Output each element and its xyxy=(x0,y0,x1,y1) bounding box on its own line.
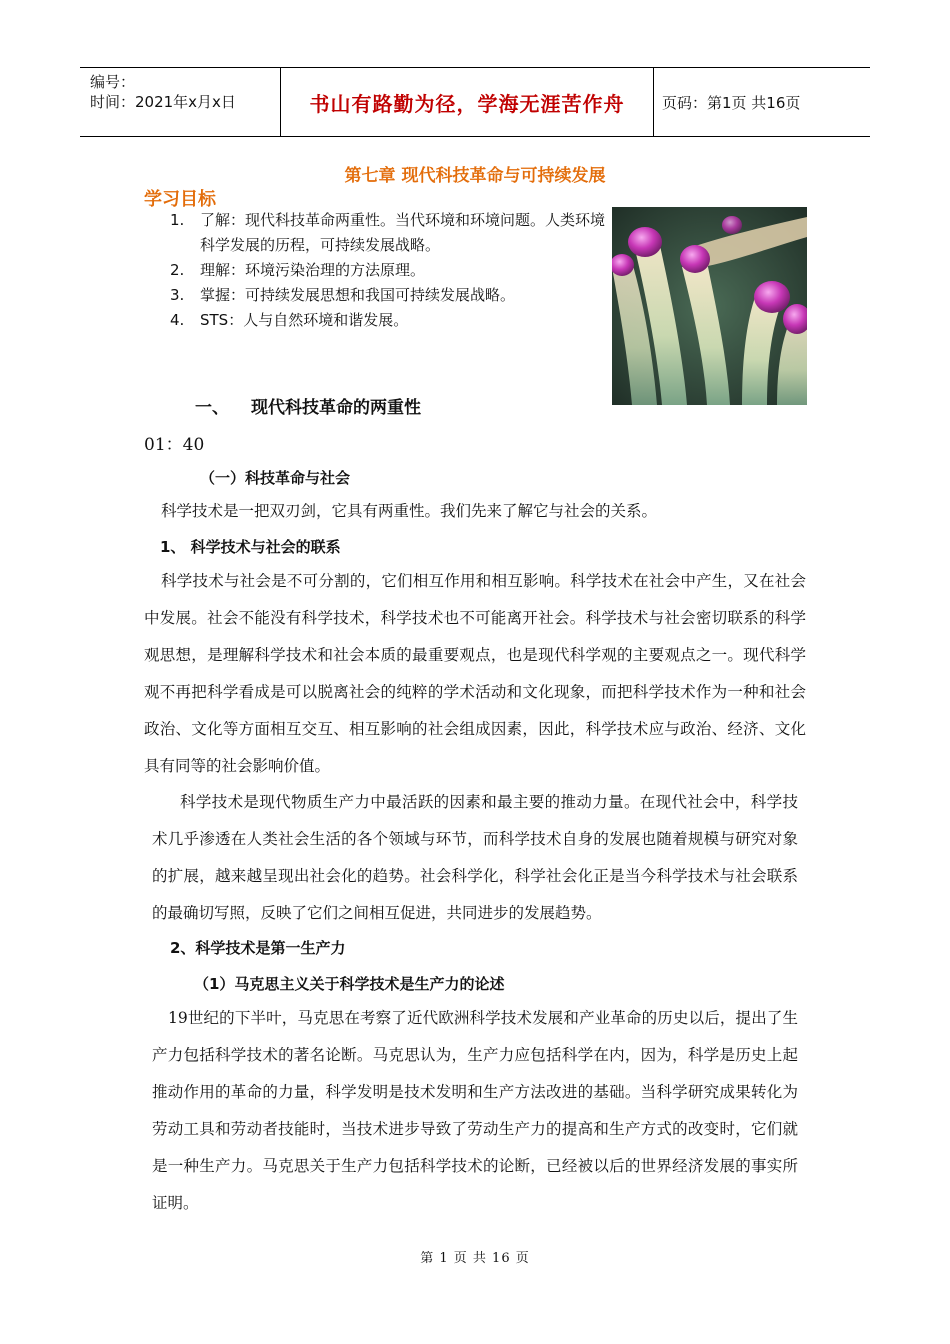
goal-item: 3. 掌握：可持续发展思想和我国可持续发展战略。 xyxy=(170,286,516,304)
sea-anemone-photo xyxy=(612,207,807,405)
goal-item: 4. STS：人与自然环境和谐发展。 xyxy=(170,311,409,329)
subsection-heading: （一）科技革命与社会 xyxy=(200,469,351,487)
time-label: 时间：2021年x月x日 xyxy=(90,93,236,111)
heading-science-society: 1、 科学技术与社会的联系 xyxy=(160,538,341,556)
header-table xyxy=(80,67,870,137)
section-title: 现代科技革命的两重性 xyxy=(251,398,421,418)
number-label: 编号： xyxy=(90,73,136,91)
goals-heading: 学习目标 xyxy=(144,189,216,210)
timestamp: 01：40 xyxy=(144,435,205,455)
page-footer: 第 1 页 共 16 页 xyxy=(420,1251,530,1266)
section-heading xyxy=(195,393,421,418)
motto-text: 书山有路勤为径，学海无涯苦作舟 xyxy=(309,91,625,116)
paragraph-science-society: 科学技术与社会是不可分割的，它们相互作用和相互影响。科学技术在社会中产生，又在社会中发展。社会不能没有科学技术，科学技术也不可能离开社会。科学技术与社会密切联系的科学观思想，是理解科学技术和社会本质的最重要观点，也是现代科学观的主要观点之一。现代科学观不再把科学看成是可以脱离社会的纯粹的学术活动和文化现象，而把科学技术作为一种和社会政治、文化等方面相互交互、相互影响的社会组成因素，因此，科学技术应与政治、经济、文化具有同等的社会影响价值。 xyxy=(144,572,806,775)
intro-paragraph: 科学技术是一把双刃剑，它具有两重性。我们先来了解它与社会的关系。 xyxy=(161,502,658,520)
header-meta-cell xyxy=(80,68,280,136)
page-info: 页码：第1页 共16页 xyxy=(662,93,801,112)
goal-item: 2. 理解：环境污染治理的方法原理。 xyxy=(170,261,426,279)
heading-first-productivity: 2、科学技术是第一生产力 xyxy=(170,939,346,957)
paragraph-marx: 19世纪的下半叶，马克思在考察了近代欧洲科学技术发展和产业革命的历史以后，提出了生产力包括科学技术的著名论断。马克思认为，生产力应包括科学在内，因为，科学是历史上起推动作用的革命的力量，科学发明是技术发明和生产方法改进的基础。当科学研究成果转化为劳动工具和劳动者技能时，当技术进步导致了劳动生产力的提高和生产方式的改变时，它们就是一种生产力。马克思关于生产力包括科学技术的论断，已经被以后的世界经济发展的事实所证明。 xyxy=(152,1009,798,1212)
goals-list xyxy=(170,208,610,333)
chapter-title: 第七章 现代科技革命与可持续发展 xyxy=(344,166,606,186)
section-number: 一、 xyxy=(195,398,229,418)
header-page-cell xyxy=(652,68,870,136)
photo-illustration xyxy=(612,207,807,405)
header-motto-cell xyxy=(280,68,654,136)
paragraph-productivity: 科学技术是现代物质生产力中最活跃的因素和最主要的推动力量。在现代社会中，科学技术几乎渗透在人类社会生活的各个领域与环节，而科学技术自身的发展也随着规模与研究对象的扩展，越来越呈现出社会化的趋势。社会科学化，科学社会化正是当今科学技术与社会联系的最确切写照，反映了它们之间相互促进，共同进步的发展趋势。 xyxy=(152,793,798,922)
heading-marx-theory: （1）马克思主义关于科学技术是生产力的论述 xyxy=(194,975,505,993)
goal-item: 1. 了解：现代科技革命两重性。当代环境和环境问题。人类环境科学发展的历程，可持续发展战略。 xyxy=(170,211,606,254)
